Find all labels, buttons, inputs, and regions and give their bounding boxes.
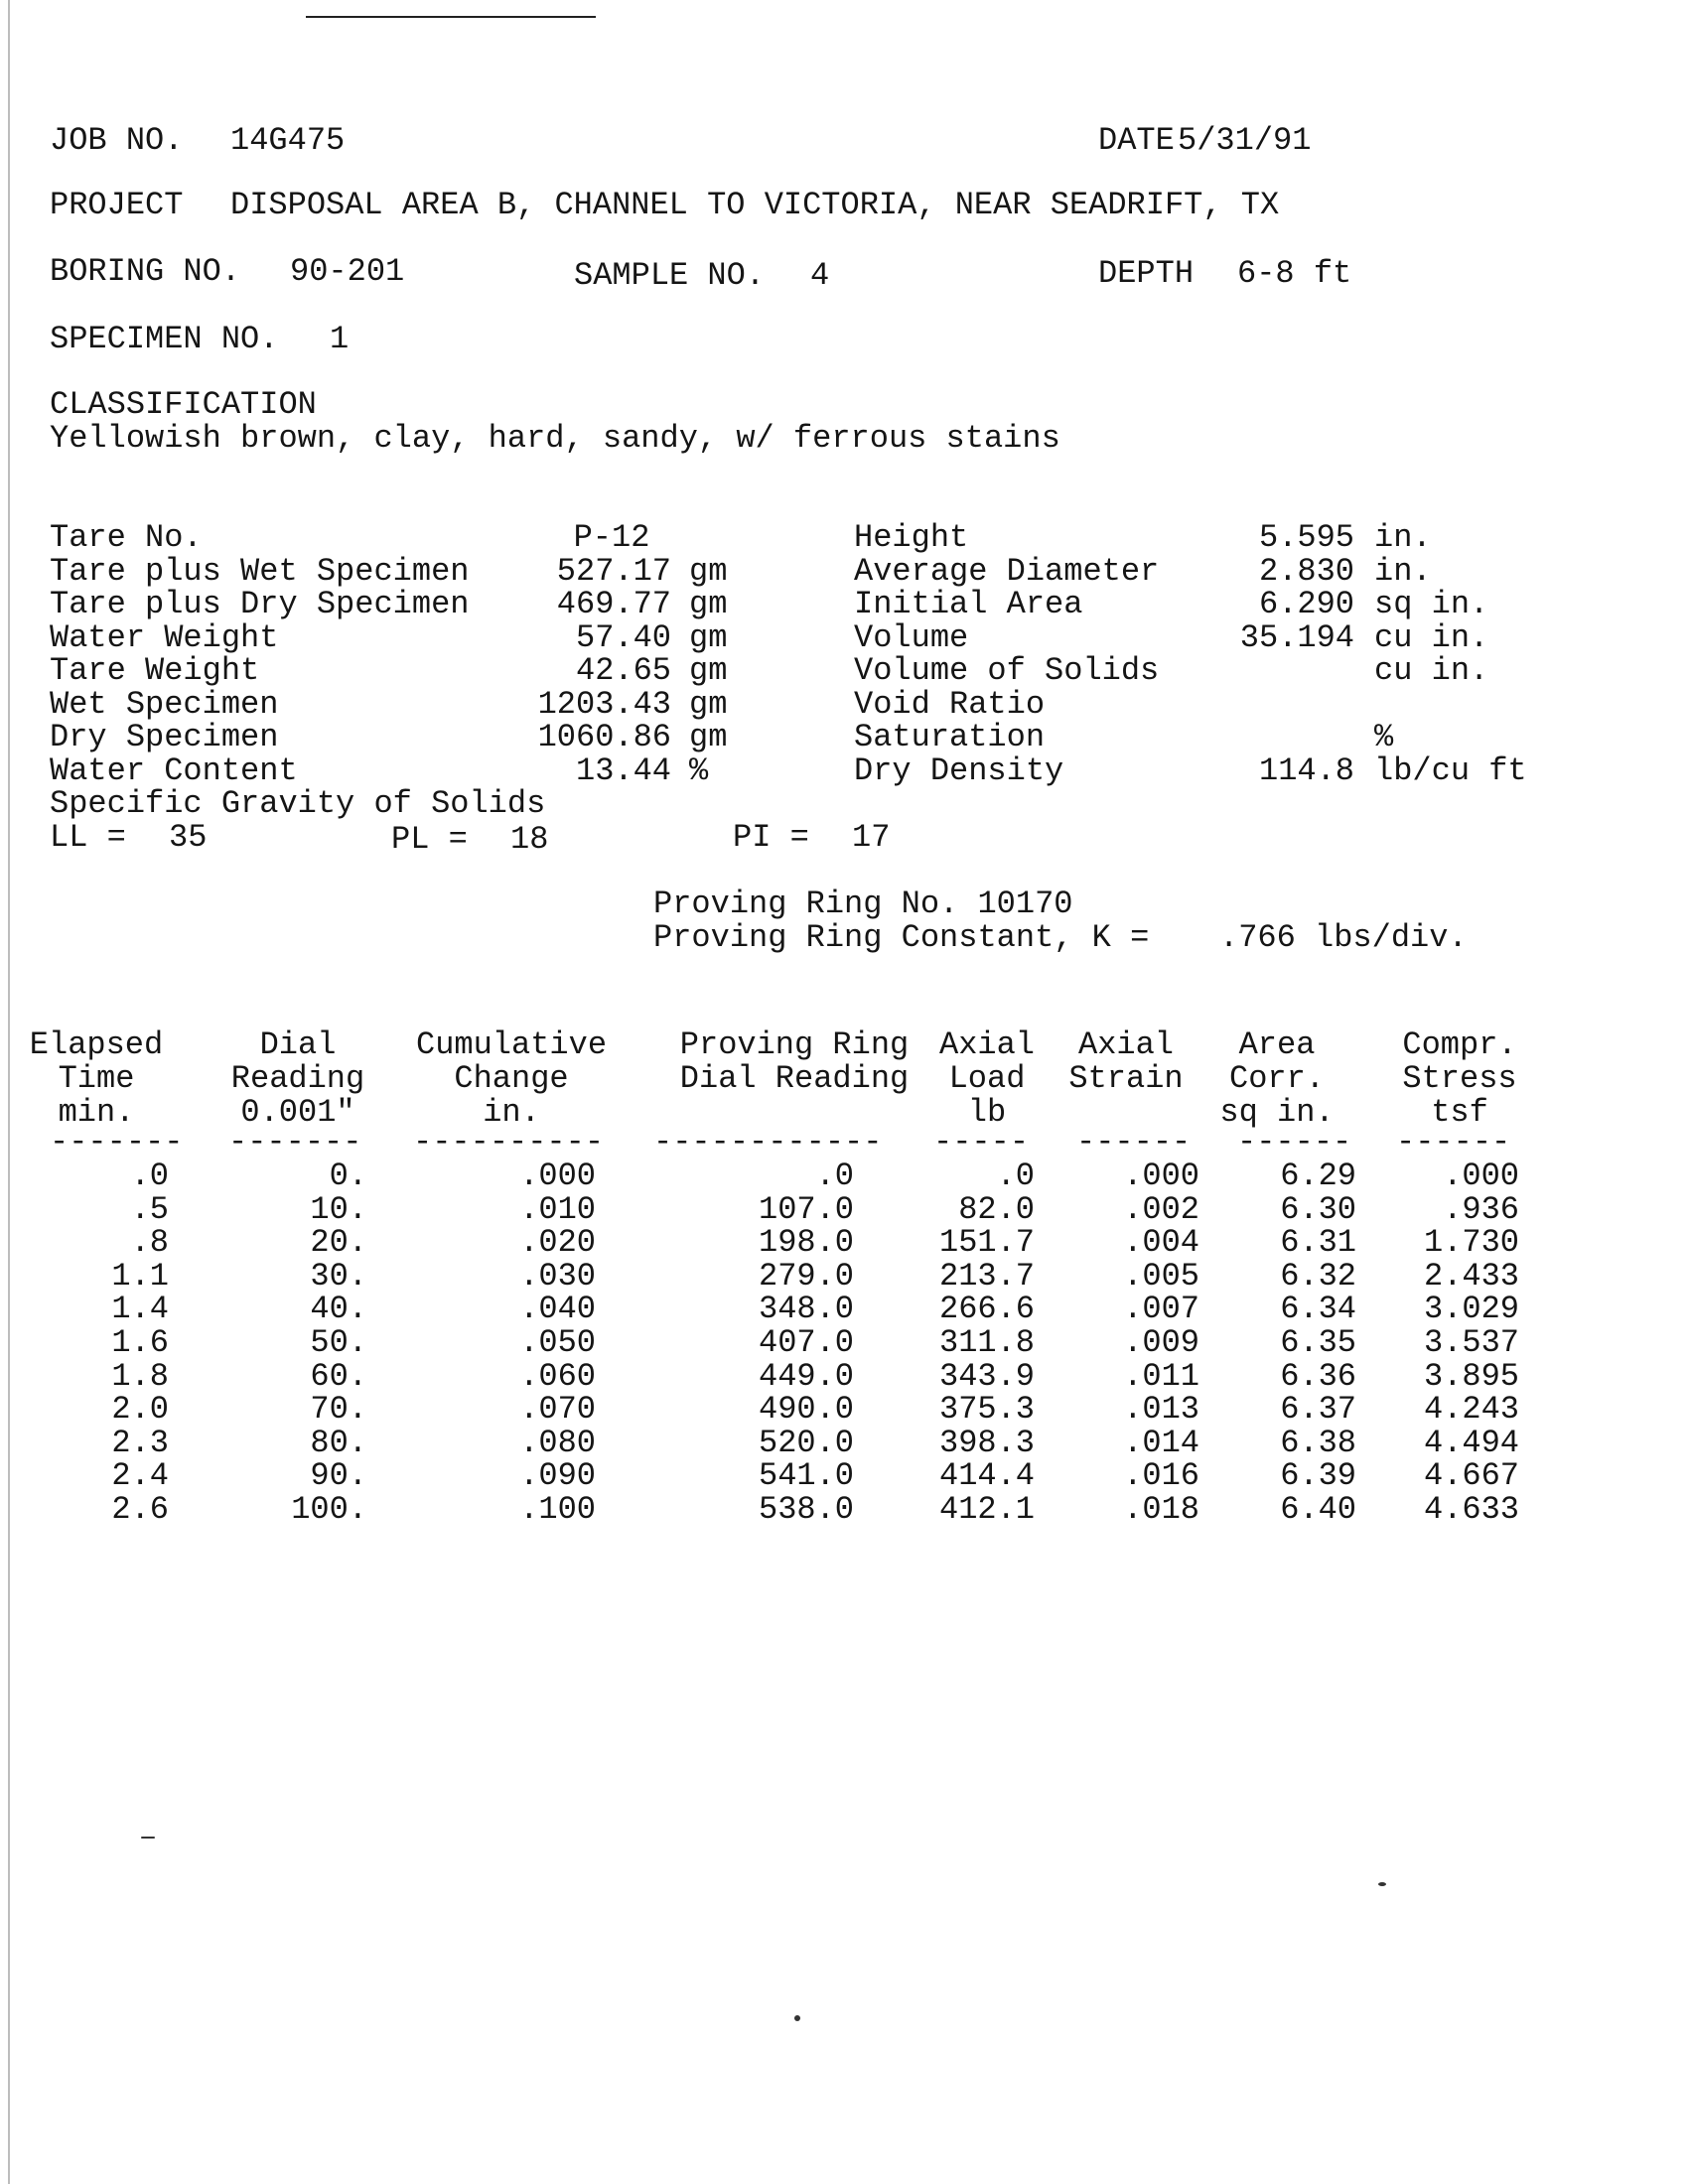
column-header-line: Proving Ring: [679, 1026, 910, 1063]
right-prop-value: 114.8: [1258, 752, 1354, 789]
table-cell: 4.243: [1423, 1391, 1519, 1428]
scan-speck: [1378, 1882, 1386, 1886]
table-cell: 6.38: [1280, 1425, 1356, 1461]
right-prop-unit: in.: [1374, 519, 1432, 556]
column-header-line: Axial: [1077, 1026, 1174, 1063]
table-cell: 311.8: [938, 1324, 1035, 1361]
right-prop-unit: lb/cu ft: [1374, 752, 1527, 789]
left-prop-label: Dry Specimen: [50, 719, 279, 755]
left-prop-value: 469.77: [556, 586, 671, 622]
left-prop-unit: gm: [689, 586, 728, 622]
scan-speck: [794, 2015, 800, 2021]
table-cell: .050: [519, 1324, 596, 1361]
table-cell: 3.537: [1423, 1324, 1519, 1361]
left-prop-label: Tare plus Wet Specimen: [50, 553, 470, 590]
classification-label: CLASSIFICATION: [50, 386, 317, 423]
left-prop-label: Water Weight: [50, 619, 279, 656]
table-cell: 90.: [310, 1457, 367, 1494]
table-cell: 6.32: [1280, 1258, 1356, 1295]
table-cell: 343.9: [938, 1358, 1035, 1395]
column-header-line: sq in.: [1219, 1094, 1335, 1131]
right-prop-label: Volume of Solids: [854, 652, 1160, 689]
table-cell: .009: [1123, 1324, 1199, 1361]
right-prop-unit: sq in.: [1374, 586, 1489, 622]
column-header-line: Corr.: [1228, 1060, 1325, 1097]
pi-value: 17: [852, 819, 891, 856]
right-prop-value: 6.290: [1258, 586, 1354, 622]
left-prop-unit: gm: [689, 686, 728, 723]
job-label: JOB NO.: [50, 122, 184, 159]
table-cell: 3.029: [1423, 1291, 1519, 1327]
table-cell: .004: [1123, 1224, 1199, 1261]
column-header-line: in.: [483, 1094, 540, 1131]
project-value: DISPOSAL AREA B, CHANNEL TO VICTORIA, NEAR SEADRIFT, TX: [230, 187, 1280, 223]
column-header-line: Dial: [259, 1026, 337, 1063]
boring-number: 90-201: [290, 253, 405, 290]
table-cell: 6.37: [1280, 1391, 1356, 1428]
table-cell: .007: [1123, 1291, 1199, 1327]
column-header-line: Stress: [1402, 1060, 1517, 1097]
right-prop-unit: %: [1374, 719, 1394, 755]
table-cell: 82.0: [958, 1191, 1035, 1228]
right-prop-value: 2.830: [1258, 553, 1354, 590]
table-cell: 490.0: [758, 1391, 854, 1428]
table-cell: 4.667: [1423, 1457, 1519, 1494]
left-prop-value: 13.44: [575, 752, 671, 789]
top-rule: [306, 16, 596, 18]
table-cell: .013: [1123, 1391, 1199, 1428]
table-cell: 60.: [310, 1358, 367, 1395]
table-cell: 6.31: [1280, 1224, 1356, 1261]
proving-ring-constant-value: .766 lbs/div.: [1219, 919, 1468, 956]
column-underline: ----------: [413, 1124, 605, 1160]
table-cell: 151.7: [938, 1224, 1035, 1261]
table-cell: 4.494: [1423, 1425, 1519, 1461]
table-cell: 6.30: [1280, 1191, 1356, 1228]
column-header-line: Change: [454, 1060, 569, 1097]
table-cell: 10.: [310, 1191, 367, 1228]
job-number: 14G475: [230, 122, 346, 159]
table-cell: 375.3: [938, 1391, 1035, 1428]
depth-value: 6-8 ft: [1237, 255, 1352, 292]
ll-value: 35: [169, 819, 208, 856]
left-prop-unit: gm: [689, 553, 728, 590]
table-cell: 398.3: [938, 1425, 1035, 1461]
table-cell: .000: [1123, 1158, 1199, 1194]
table-cell: 6.40: [1280, 1491, 1356, 1528]
table-cell: 70.: [310, 1391, 367, 1428]
left-prop-value: P-12: [573, 519, 650, 556]
left-prop-value: 1060.86: [537, 719, 671, 755]
left-prop-label: Specific Gravity of Solids: [50, 785, 546, 822]
column-header-line: Reading: [230, 1060, 365, 1097]
column-header-line: Axial: [938, 1026, 1035, 1063]
table-cell: .060: [519, 1358, 596, 1395]
table-cell: 449.0: [758, 1358, 854, 1395]
right-prop-label: Initial Area: [854, 586, 1083, 622]
table-cell: 279.0: [758, 1258, 854, 1295]
table-cell: 2.433: [1423, 1258, 1519, 1295]
table-cell: .014: [1123, 1425, 1199, 1461]
column-underline: ------: [1237, 1124, 1352, 1160]
left-prop-unit: gm: [689, 619, 728, 656]
table-cell: 538.0: [758, 1491, 854, 1528]
right-prop-label: Volume: [854, 619, 969, 656]
column-underline: -------: [50, 1124, 184, 1160]
table-cell: .040: [519, 1291, 596, 1327]
table-cell: .0: [996, 1158, 1035, 1194]
table-cell: 412.1: [938, 1491, 1035, 1528]
table-cell: 80.: [310, 1425, 367, 1461]
table-cell: 6.35: [1280, 1324, 1356, 1361]
table-cell: 198.0: [758, 1224, 854, 1261]
column-underline: ------------: [653, 1124, 883, 1160]
left-prop-value: 57.40: [575, 619, 671, 656]
table-cell: .030: [519, 1258, 596, 1295]
table-cell: 2.0: [111, 1391, 169, 1428]
left-prop-value: 42.65: [575, 652, 671, 689]
right-prop-value: 5.595: [1258, 519, 1354, 556]
column-header-line: Elapsed: [29, 1026, 164, 1063]
table-cell: .5: [130, 1191, 169, 1228]
left-prop-label: Tare Weight: [50, 652, 260, 689]
proving-ring-number: Proving Ring No. 10170: [653, 886, 1073, 922]
table-cell: .8: [130, 1224, 169, 1261]
column-underline: ------: [1396, 1124, 1511, 1160]
right-prop-label: Saturation: [854, 719, 1046, 755]
table-cell: .005: [1123, 1258, 1199, 1295]
table-cell: 50.: [310, 1324, 367, 1361]
left-prop-label: Tare plus Dry Specimen: [50, 586, 470, 622]
table-cell: .090: [519, 1457, 596, 1494]
table-cell: 520.0: [758, 1425, 854, 1461]
table-cell: 40.: [310, 1291, 367, 1327]
table-cell: .0: [130, 1158, 169, 1194]
right-prop-value: 35.194: [1239, 619, 1354, 656]
table-cell: 1.4: [111, 1291, 169, 1327]
pi-label: PI =: [733, 819, 809, 856]
table-cell: 20.: [310, 1224, 367, 1261]
ll-label: LL =: [50, 819, 126, 856]
table-cell: .020: [519, 1224, 596, 1261]
table-cell: 100.: [291, 1491, 367, 1528]
proving-ring-constant-label: Proving Ring Constant, K =: [653, 919, 1150, 956]
column-underline: -----: [933, 1124, 1030, 1160]
table-cell: 407.0: [758, 1324, 854, 1361]
sample-number: 4: [810, 257, 830, 294]
table-cell: .100: [519, 1491, 596, 1528]
table-cell: 348.0: [758, 1291, 854, 1327]
table-cell: 2.4: [111, 1457, 169, 1494]
table-cell: .080: [519, 1425, 596, 1461]
pl-label: PL =: [391, 821, 468, 858]
table-cell: .010: [519, 1191, 596, 1228]
table-cell: .000: [1443, 1158, 1519, 1194]
project-label: PROJECT: [50, 187, 184, 223]
column-header-line: tsf: [1431, 1094, 1488, 1131]
right-prop-label: Dry Density: [854, 752, 1064, 789]
table-cell: 6.36: [1280, 1358, 1356, 1395]
scan-speck: [141, 1837, 155, 1839]
column-header-line: Strain: [1068, 1060, 1184, 1097]
table-cell: 2.3: [111, 1425, 169, 1461]
right-prop-unit: cu in.: [1374, 619, 1489, 656]
table-cell: 1.730: [1423, 1224, 1519, 1261]
table-cell: .018: [1123, 1491, 1199, 1528]
left-prop-value: 527.17: [556, 553, 671, 590]
table-cell: .070: [519, 1391, 596, 1428]
column-header-line: Dial Reading: [679, 1060, 910, 1097]
table-cell: 0.: [329, 1158, 367, 1194]
right-prop-label: Height: [854, 519, 969, 556]
left-prop-unit: gm: [689, 719, 728, 755]
table-cell: 6.29: [1280, 1158, 1356, 1194]
column-header-line: Compr.: [1402, 1026, 1517, 1063]
column-header-line: Load: [948, 1060, 1026, 1097]
table-cell: 1.6: [111, 1324, 169, 1361]
depth-label: DEPTH: [1098, 255, 1195, 292]
right-prop-label: Average Diameter: [854, 553, 1160, 590]
table-cell: 213.7: [938, 1258, 1035, 1295]
table-cell: 1.1: [111, 1258, 169, 1295]
sample-label: SAMPLE NO.: [574, 257, 766, 294]
table-cell: 4.633: [1423, 1491, 1519, 1528]
table-cell: .011: [1123, 1358, 1199, 1395]
table-cell: .002: [1123, 1191, 1199, 1228]
column-header-line: lb: [967, 1094, 1007, 1131]
table-cell: 30.: [310, 1258, 367, 1295]
table-cell: 107.0: [758, 1191, 854, 1228]
table-cell: 266.6: [938, 1291, 1035, 1327]
table-cell: 1.8: [111, 1358, 169, 1395]
table-cell: .000: [519, 1158, 596, 1194]
classification-text: Yellowish brown, clay, hard, sandy, w/ ferrous stains: [50, 420, 1060, 457]
pl-value: 18: [510, 821, 549, 858]
table-cell: 414.4: [938, 1457, 1035, 1494]
table-cell: .936: [1443, 1191, 1519, 1228]
table-cell: 3.895: [1423, 1358, 1519, 1395]
right-prop-unit: in.: [1374, 553, 1432, 590]
column-underline: ------: [1076, 1124, 1192, 1160]
left-prop-unit: gm: [689, 652, 728, 689]
column-header-line: 0.001": [240, 1094, 355, 1131]
specimen-number: 1: [330, 321, 350, 357]
date-value: 5/31/91: [1178, 122, 1312, 159]
boring-label: BORING NO.: [50, 253, 241, 290]
table-cell: 541.0: [758, 1457, 854, 1494]
date-label: DATE: [1098, 122, 1175, 159]
left-prop-unit: %: [689, 752, 709, 789]
left-prop-label: Wet Specimen: [50, 686, 279, 723]
left-prop-label: Tare No.: [50, 519, 203, 556]
table-cell: .016: [1123, 1457, 1199, 1494]
right-prop-label: Void Ratio: [854, 686, 1046, 723]
table-cell: 6.34: [1280, 1291, 1356, 1327]
specimen-label: SPECIMEN NO.: [50, 321, 279, 357]
left-prop-label: Water Content: [50, 752, 298, 789]
table-cell: 2.6: [111, 1491, 169, 1528]
column-underline: -------: [228, 1124, 362, 1160]
table-cell: .0: [815, 1158, 854, 1194]
column-header-line: min.: [58, 1094, 135, 1131]
column-header-line: Time: [58, 1060, 135, 1097]
table-cell: 6.39: [1280, 1457, 1356, 1494]
column-header-line: Cumulative: [415, 1026, 608, 1063]
left-prop-value: 1203.43: [537, 686, 671, 723]
right-prop-unit: cu in.: [1374, 652, 1489, 689]
column-header-line: Area: [1238, 1026, 1316, 1063]
